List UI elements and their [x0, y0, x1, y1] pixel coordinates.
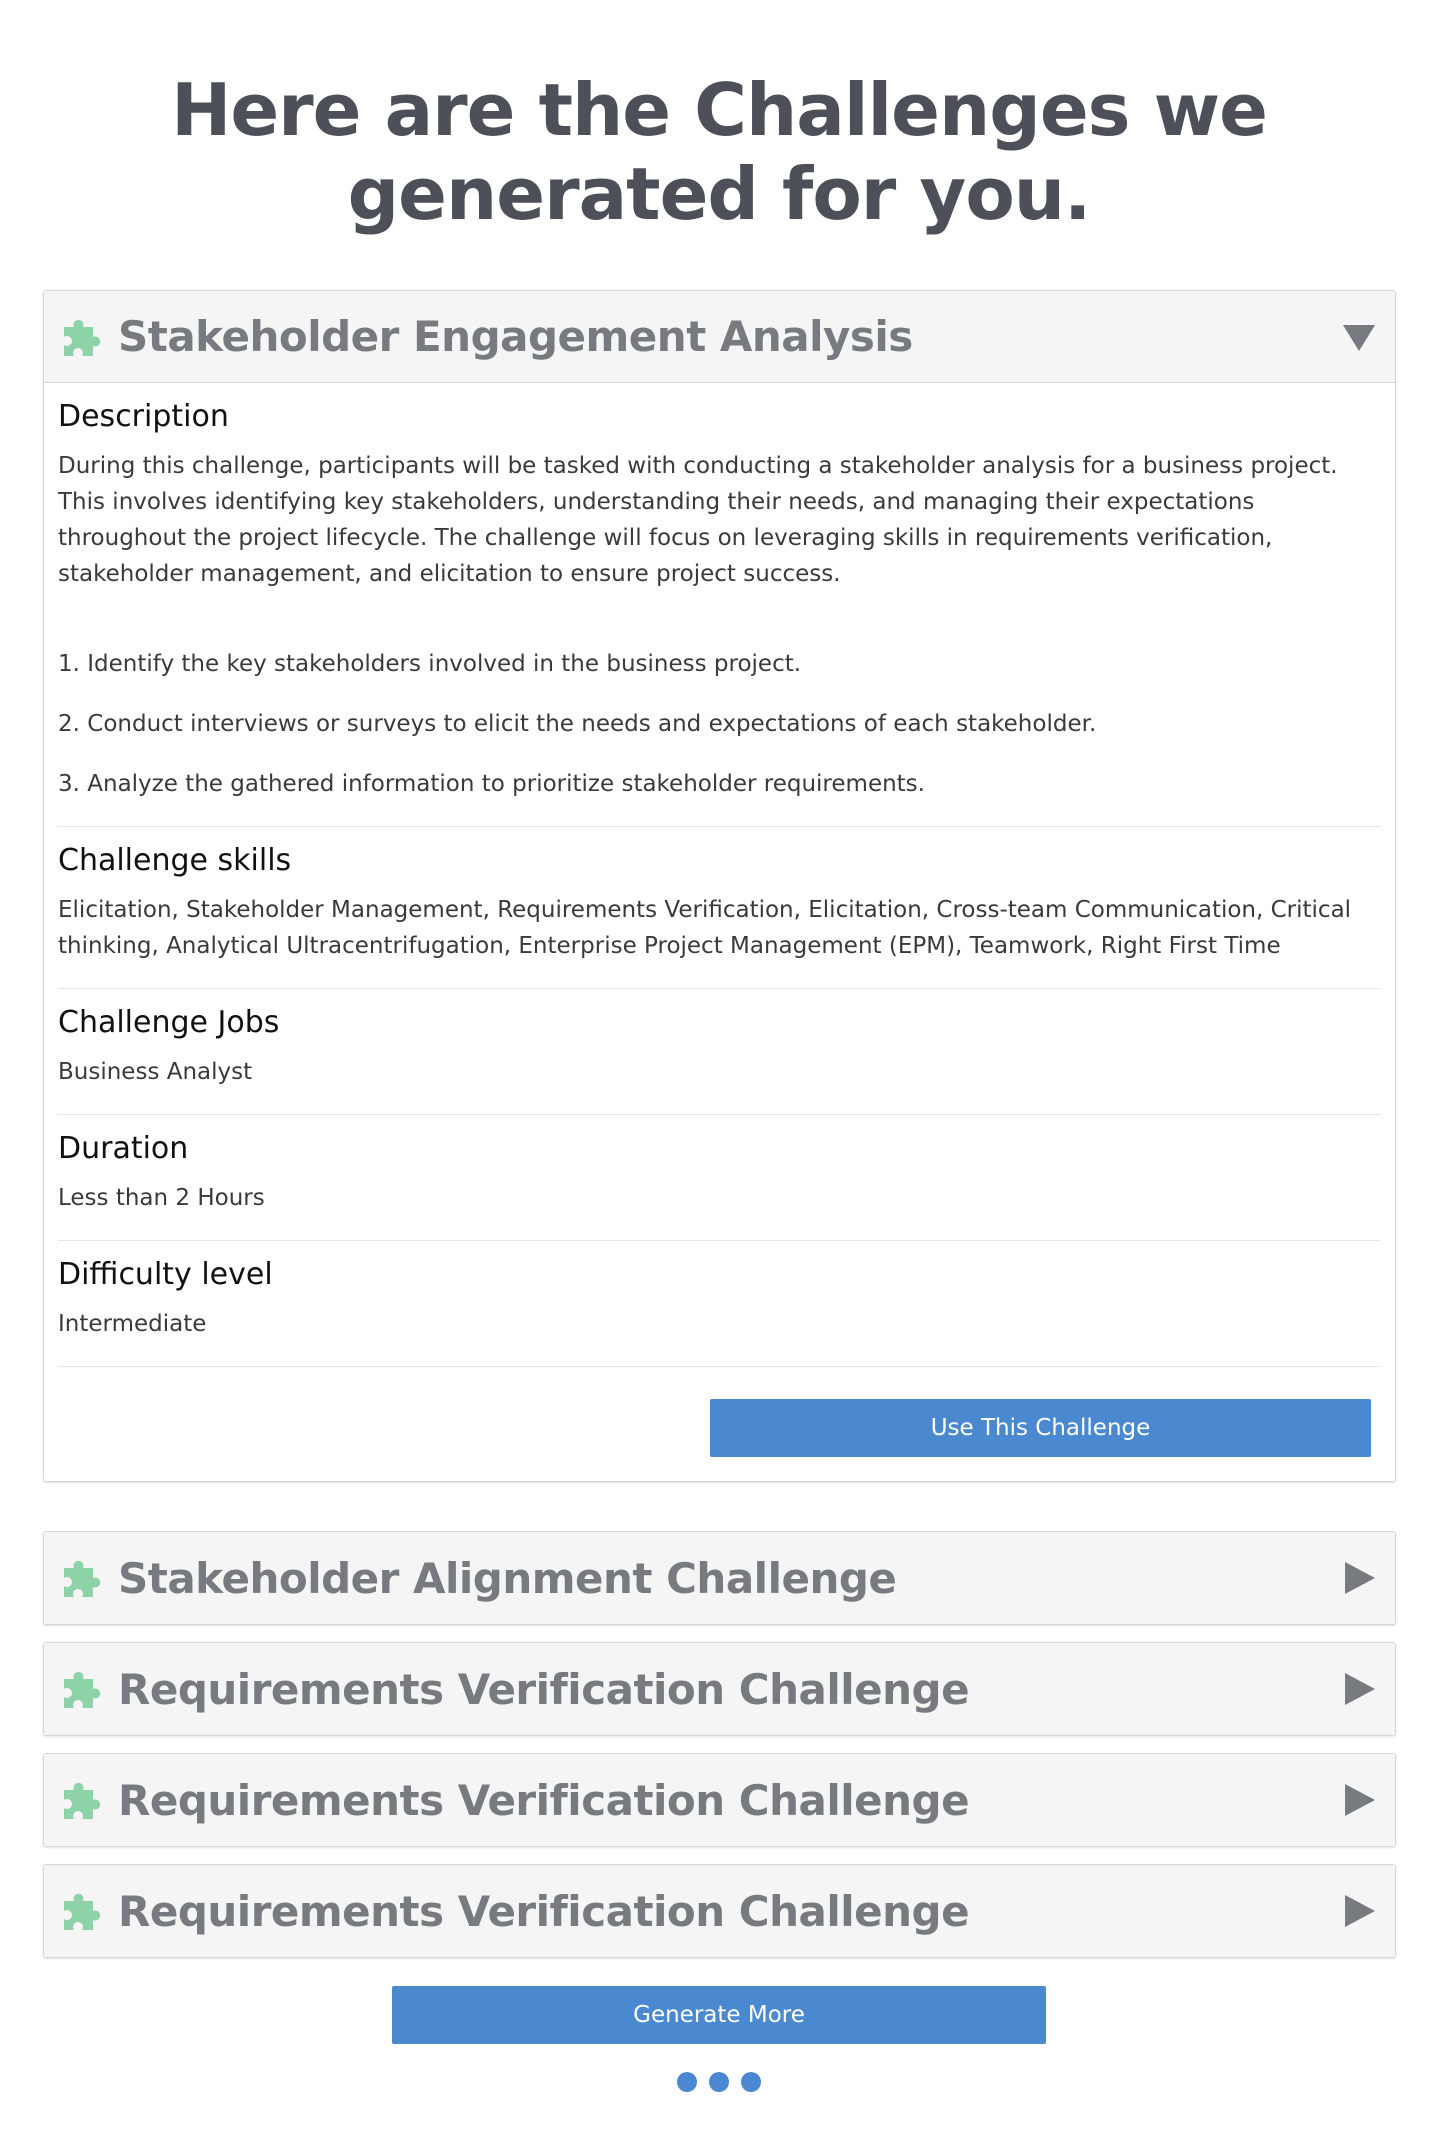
challenge-panel-header[interactable] — [44, 1865, 1395, 1957]
challenge-panel — [43, 1864, 1396, 1958]
triangle-right-icon[interactable] — [1341, 1671, 1377, 1707]
challenge-accordion — [43, 1531, 1396, 1625]
action-row — [58, 1367, 1381, 1457]
description-heading: Description — [58, 399, 229, 434]
challenge-panel — [43, 1753, 1396, 1847]
puzzle-piece-icon — [58, 313, 106, 361]
loading-dot-icon — [709, 2072, 729, 2092]
challenge-title: Stakeholder Engagement Analysis — [118, 312, 913, 361]
skills-section — [58, 827, 1381, 989]
jobs-section — [58, 989, 1381, 1115]
description-text: During this challenge, participants will be tasked with conducting a stakeholder analysis for a business project. This involves identifying key stakeholders, understanding their needs, and managing their expectations throughout the project lifecycle. The challenge will focus on leveraging skills in requirements verification, stakeholder management, and elicitation to ensure project success. — [58, 453, 1338, 587]
challenge-accordion — [43, 290, 1396, 1482]
challenge-title: Requirements Verification Challenge — [118, 1664, 970, 1714]
challenge-title: Stakeholder Alignment Challenge — [118, 1553, 897, 1603]
skills-heading: Challenge skills — [58, 843, 292, 878]
challenge-accordion — [43, 1753, 1396, 1847]
generate-row — [0, 1986, 1438, 2044]
challenge-title: Requirements Verification Challenge — [118, 1886, 970, 1936]
description-section — [58, 383, 1381, 827]
triangle-right-icon[interactable] — [1341, 1893, 1377, 1929]
duration-section — [58, 1115, 1381, 1241]
loading-dot-icon — [741, 2072, 761, 2092]
challenge-panel — [43, 1642, 1396, 1736]
difficulty-heading: Difficulty level — [58, 1257, 273, 1292]
challenge-panel-header[interactable] — [44, 291, 1395, 383]
challenge-accordion — [43, 1642, 1396, 1736]
generate-more-button[interactable]: Generate More — [392, 1986, 1046, 2044]
loading-dot-icon — [677, 2072, 697, 2092]
duration-heading: Duration — [58, 1131, 189, 1166]
challenge-panel — [43, 1531, 1396, 1625]
page-title: Here are the Challenges we generated for you. — [171, 68, 1267, 236]
triangle-right-icon[interactable] — [1341, 1560, 1377, 1596]
duration-text: Less than 2 Hours — [58, 1185, 265, 1211]
difficulty-section — [58, 1241, 1381, 1367]
jobs-text: Business Analyst — [58, 1059, 253, 1085]
triangle-down-icon[interactable] — [1341, 319, 1377, 355]
skills-text: Elicitation, Stakeholder Management, Requirements Verification, Elicitation, Cross-team Communication, Critical thinking, Analytical Ultracentrifugation, Enterprise Project Management (EPM), Teamwork, Right First Time — [58, 897, 1352, 959]
challenge-panel — [43, 290, 1396, 1482]
puzzle-piece-icon — [58, 1776, 106, 1824]
puzzle-piece-icon — [58, 1887, 106, 1935]
step-item: 1. Identify the key stakeholders involved in the business project. — [58, 651, 802, 677]
challenge-panel-body — [44, 383, 1395, 1481]
steps-list — [58, 646, 1381, 802]
challenge-title: Requirements Verification Challenge — [118, 1775, 970, 1825]
triangle-right-icon[interactable] — [1341, 1782, 1377, 1818]
challenge-panel-header[interactable] — [44, 1754, 1395, 1846]
challenge-panel-header[interactable] — [44, 1532, 1395, 1624]
puzzle-piece-icon — [58, 1554, 106, 1602]
difficulty-text: Intermediate — [58, 1311, 207, 1337]
step-item: 2. Conduct interviews or surveys to elicit the needs and expectations of each stakeholder. — [58, 711, 1097, 737]
challenge-accordion — [43, 1864, 1396, 1958]
use-this-challenge-button[interactable]: Use This Challenge — [710, 1399, 1371, 1457]
loading-indicator — [0, 2072, 1438, 2092]
challenge-panel-header[interactable] — [44, 1643, 1395, 1735]
jobs-heading: Challenge Jobs — [58, 1005, 280, 1040]
step-item: 3. Analyze the gathered information to prioritize stakeholder requirements. — [58, 771, 925, 797]
puzzle-piece-icon — [58, 1665, 106, 1713]
